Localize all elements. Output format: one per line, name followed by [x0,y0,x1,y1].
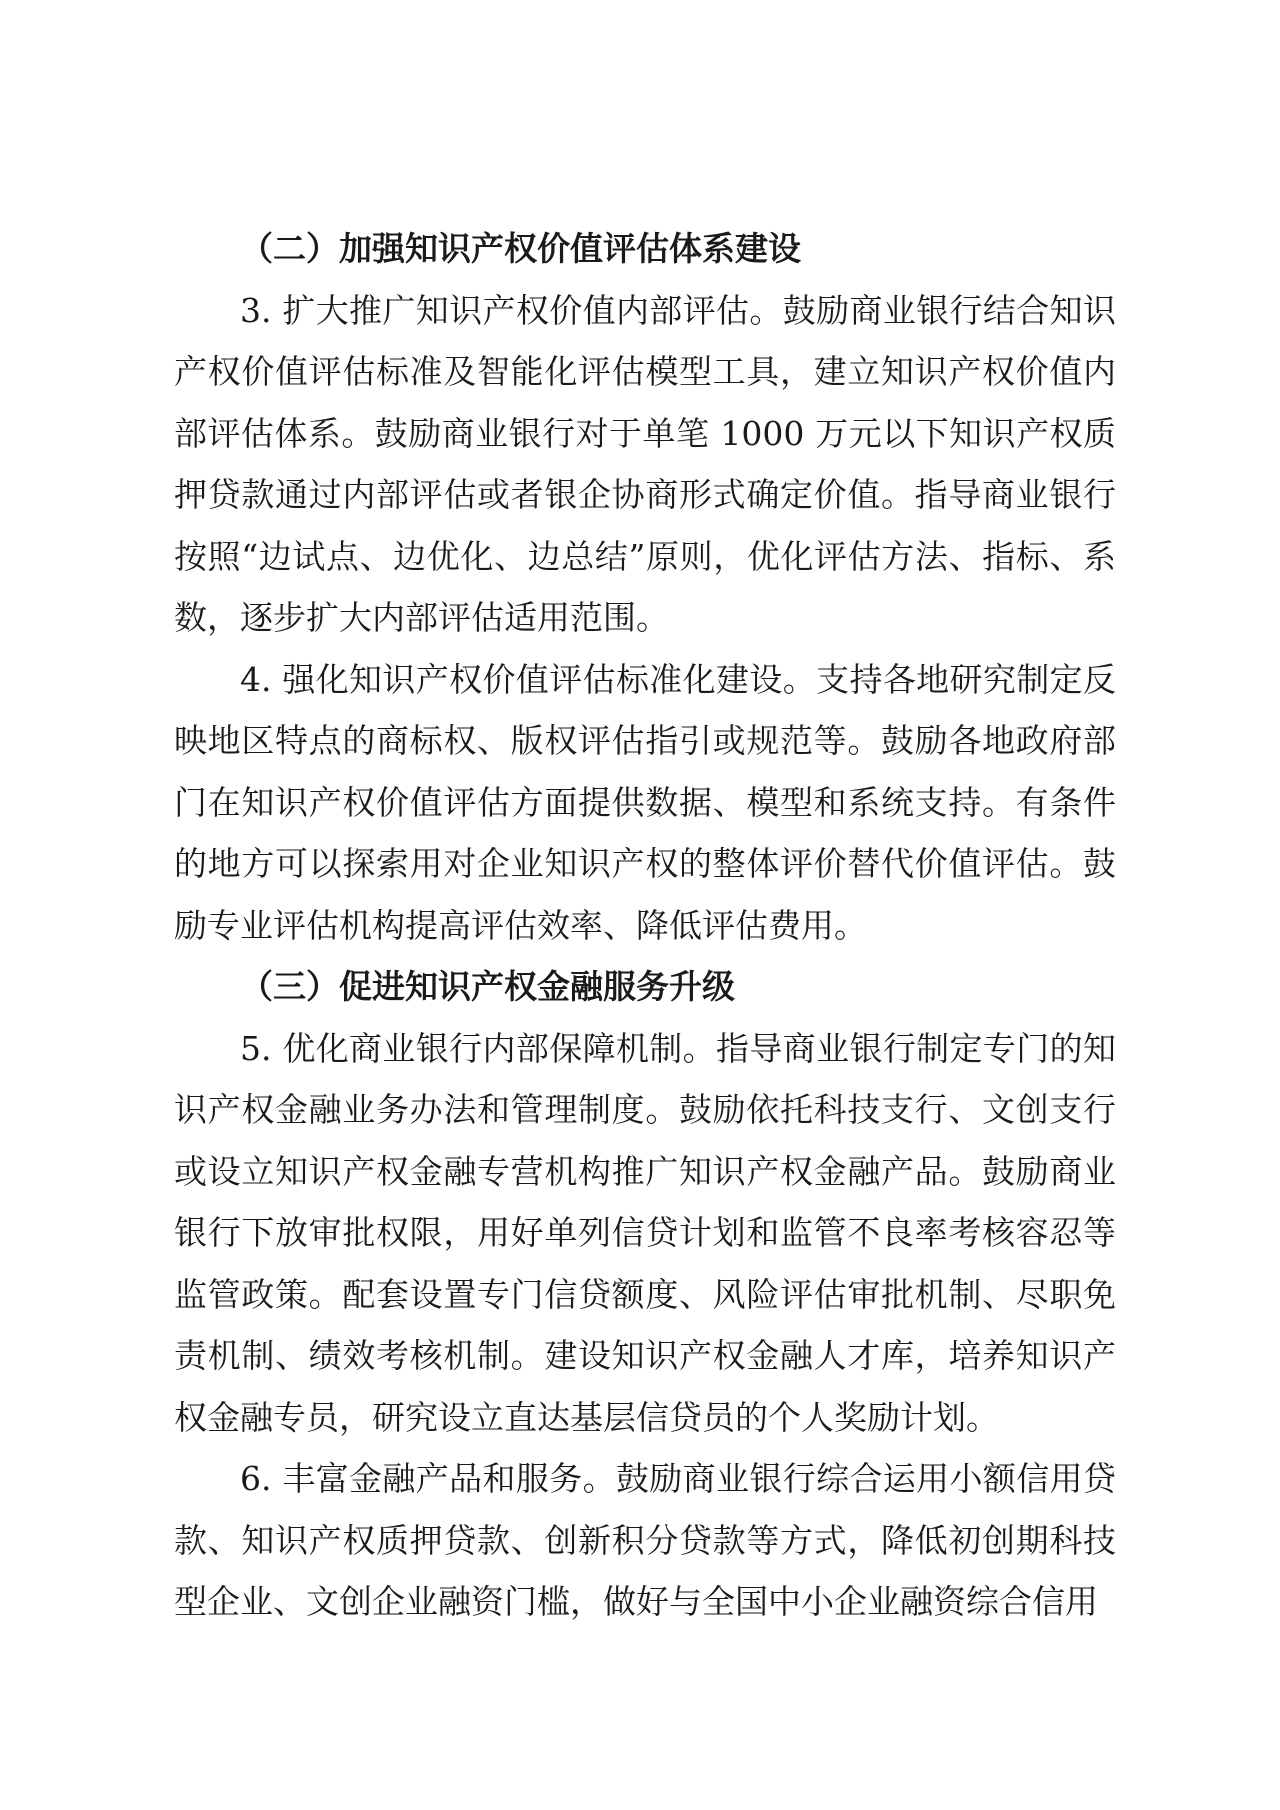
section-heading-2: （二）加强知识产权价值评估体系建设 [240,229,801,268]
paragraph-item-6: 6. 丰富金融产品和服务。鼓励商业银行综合运用小额信用贷款、知识产权质押贷款、创新积分贷款等方式，降低初创期科技型企业、文创企业融资门槛，做好与全国中小企业融资综合信用 [174,1459,1116,1621]
paragraph-item-3: 3. 扩大推广知识产权价值内部评估。鼓励商业银行结合知识产权价值评估标准及智能化评估模型工具，建立知识产权价值内部评估体系。鼓励商业银行对于单笔 1000 万元以下知识产权质押贷款通过内部评估或者银企协商形式确定价值。指导商业银行按照“边试点、边优化、边总结”原则，优化评估方法、指标、系数，逐步扩大内部评估适用范围。 [174,290,1116,637]
section-heading-3: （三）促进知识产权金融服务升级 [240,967,735,1006]
document-body [174,218,1116,1633]
paragraph-item-4: 4. 强化知识产权价值评估标准化建设。支持各地研究制定反映地区特点的商标权、版权评估指引或规范等。鼓励各地政府部门在知识产权价值评估方面提供数据、模型和系统支持。有条件的地方可以探索用对企业知识产权的整体评价替代价值评估。鼓励专业评估机构提高评估效率、降低评估费用。 [174,659,1116,945]
paragraph-item-5: 5. 优化商业银行内部保障机制。指导商业银行制定专门的知识产权金融业务办法和管理制度。鼓励依托科技支行、文创支行或设立知识产权金融专营机构推广知识产权金融产品。鼓励商业银行下放审批权限，用好单列信贷计划和监管不良率考核容忍等监管政策。配套设置专门信贷额度、风险评估审批机制、尽职免责机制、绩效考核机制。建设知识产权金融人才库，培养知识产权金融专员，研究设立直达基层信贷员的个人奖励计划。 [174,1028,1116,1437]
